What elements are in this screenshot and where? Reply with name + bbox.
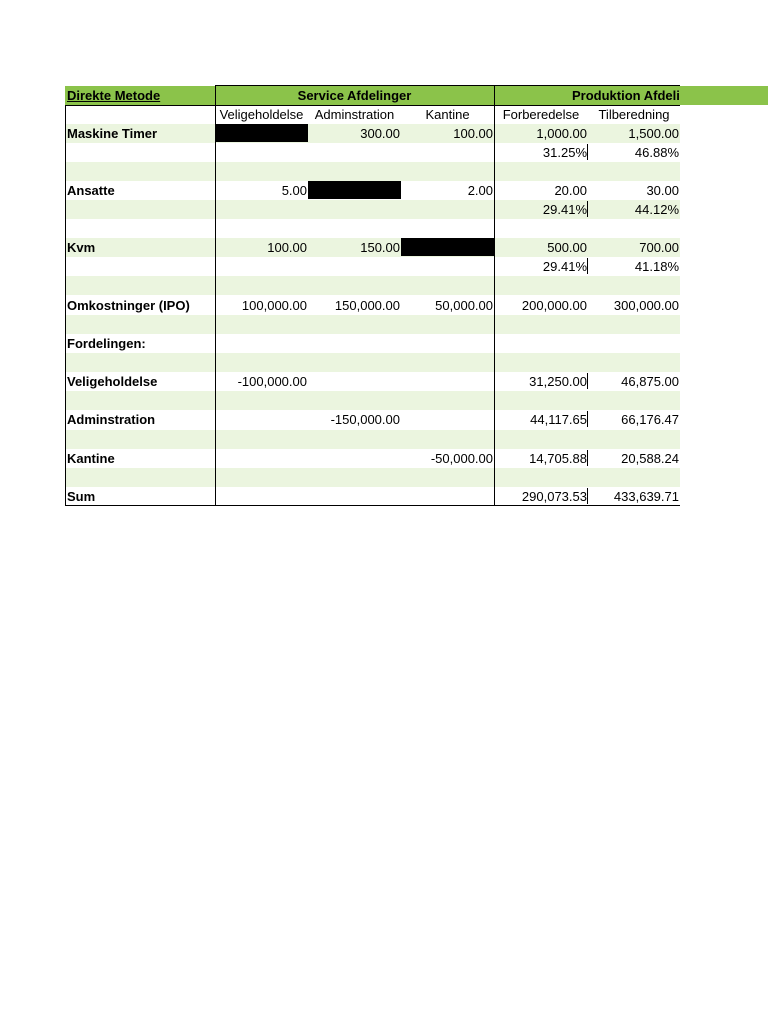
- cell: 500.00: [547, 240, 587, 255]
- table-bottom-border: [65, 505, 680, 506]
- cell: 290,073.53: [521, 489, 587, 504]
- cell: 1,000.00: [536, 126, 587, 141]
- row-label-adminstration: Adminstration: [67, 412, 156, 427]
- row-label-kvm: Kvm: [67, 240, 96, 255]
- row-label-fordelingen: Fordelingen:: [67, 336, 146, 351]
- cell-edge-tick: [587, 373, 588, 389]
- cell-percent: 29.41%: [542, 259, 587, 274]
- group-production-header: Produktion Afdeli: [572, 88, 680, 103]
- cell: -150,000.00: [330, 412, 400, 427]
- cell: 433,639.71: [613, 489, 679, 504]
- cell: 20,588.24: [621, 451, 679, 466]
- row-label-maskine: Maskine Timer: [67, 126, 158, 141]
- row-label-kantine: Kantine: [67, 451, 115, 466]
- row-band: [65, 315, 680, 334]
- cell: 150,000.00: [334, 298, 400, 313]
- row-label-sum: Sum: [67, 489, 96, 504]
- cell: 44,117.65: [530, 412, 587, 427]
- cell: 700.00: [639, 240, 679, 255]
- cell: 150.00: [360, 240, 400, 255]
- col-header-veligeholdelse: Veligeholdelse: [219, 107, 304, 122]
- cell-percent: 41.18%: [634, 259, 679, 274]
- col-header-tilberedning: Tilberedning: [598, 107, 670, 122]
- row-band: [65, 391, 680, 410]
- row-band: [65, 276, 680, 295]
- cell: 2.00: [467, 183, 493, 198]
- col-header-kantine: Kantine: [425, 107, 470, 122]
- service-left-border: [215, 85, 216, 506]
- cell: 300.00: [360, 126, 400, 141]
- cell: 100,000.00: [241, 298, 307, 313]
- cell-percent: 46.88%: [634, 145, 679, 160]
- row-band: [65, 353, 680, 372]
- header-bottom-border: [65, 105, 680, 106]
- cell: 50,000.00: [435, 298, 493, 313]
- cell: 300,000.00: [613, 298, 679, 313]
- cell: 5.00: [281, 183, 307, 198]
- cell-percent: 31.25%: [542, 145, 587, 160]
- cell-percent: 44.12%: [634, 202, 679, 217]
- sheet-title: Direkte Metode: [67, 88, 161, 103]
- cell-edge-tick: [587, 144, 588, 160]
- row-label-ansatte: Ansatte: [67, 183, 115, 198]
- row-band: [65, 430, 680, 449]
- production-left-border: [494, 85, 495, 506]
- row-label-veligeholdelse: Veligeholdelse: [67, 374, 158, 389]
- group-service-header: Service Afdelinger: [297, 88, 412, 103]
- cell-edge-tick: [587, 450, 588, 466]
- redaction-block: [401, 238, 494, 256]
- cell-edge-tick: [587, 488, 588, 504]
- cell-edge-tick: [587, 411, 588, 427]
- redaction-block: [216, 124, 308, 142]
- cell: 31,250.00: [529, 374, 587, 389]
- header-top-border: [215, 85, 680, 86]
- redaction-block: [308, 181, 401, 199]
- left-border: [65, 105, 66, 506]
- cell: 1,500.00: [628, 126, 679, 141]
- row-band: [65, 468, 680, 487]
- cell: 46,875.00: [621, 374, 679, 389]
- cell: -50,000.00: [430, 451, 493, 466]
- cell-edge-tick: [587, 258, 588, 274]
- cell: 200,000.00: [521, 298, 587, 313]
- cell-edge-tick: [587, 201, 588, 217]
- row-band: [65, 162, 680, 181]
- cell: 66,176.47: [621, 412, 679, 427]
- col-header-adminstration: Adminstration: [314, 107, 395, 122]
- col-header-forberedelse: Forberedelse: [502, 107, 580, 122]
- cell: 100.00: [453, 126, 493, 141]
- cell: -100,000.00: [237, 374, 307, 389]
- cell: 30.00: [646, 183, 679, 198]
- cell: 100.00: [267, 240, 307, 255]
- cell: 20.00: [554, 183, 587, 198]
- cell-percent: 29.41%: [542, 202, 587, 217]
- cell: 14,705.88: [529, 451, 587, 466]
- row-label-omkostninger: Omkostninger (IPO): [67, 298, 190, 313]
